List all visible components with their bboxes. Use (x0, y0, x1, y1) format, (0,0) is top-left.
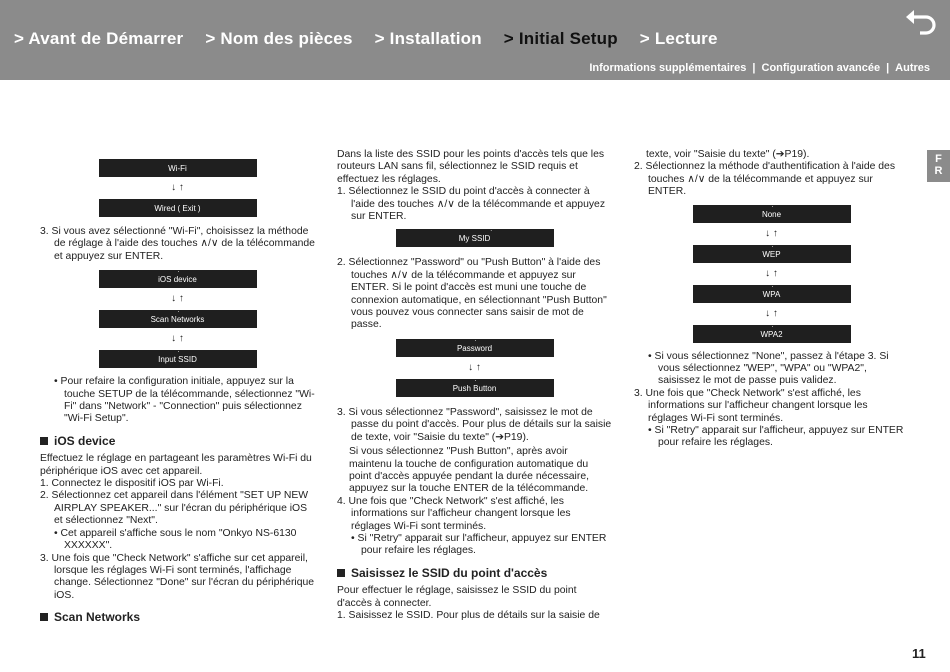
method-diagram (40, 267, 315, 368)
display-box-my-ssid: : My SSID (396, 229, 554, 247)
password-push-diagram (337, 335, 612, 397)
display-box-none: : None (693, 205, 851, 223)
column-1 (40, 155, 315, 630)
down-up-arrows-icon: ↓ ↑ (765, 307, 778, 319)
language-tab-letter-f: F (935, 153, 942, 165)
sub-nav (589, 62, 930, 74)
ios-step-1: 1. Connectez le dispositif iOS par Wi-Fi. (40, 478, 224, 490)
nav-lecture[interactable]: > Lecture (639, 29, 718, 48)
dots-icon: : (177, 347, 180, 355)
display-box-push-button: : Push Button (396, 379, 554, 397)
scan-networks-heading: Scan Networks (40, 611, 315, 623)
square-bullet-icon (40, 613, 48, 621)
display-box-wpa: : WPA (693, 285, 851, 303)
reset-bullet: • Pour refaire la configuration initiale, appuyez sur la touche SETUP de la télécommande, sélectionnez "Wi-Fi" dans "Network" - "Connection" puis sélectionnez "Wi-Fi Setup". (54, 376, 315, 425)
language-tab-fr (927, 150, 950, 182)
step-3a-text: 3. Si vous sélectionnez "Password", saisissez le mot de passe du point d'accès. Pour plus de détails sur la saisie de texte, voir "Saisie du texte" (➔P19). (337, 406, 612, 443)
ssid-section-heading: Saisissez le SSID du point d'accès (337, 567, 612, 579)
auth-diagram (634, 201, 909, 343)
down-up-arrows-icon: ↓ ↑ (171, 182, 184, 193)
display-box-scan-networks: : Scan Networks (99, 310, 257, 328)
step-4-text: 4. Une fois que "Check Network" s'est affiché, les informations sur l'afficheur changent lorsque les réglages Wi-Fi sont terminés. (337, 495, 571, 532)
auth-step-3-bullet: • Si "Retry" apparait sur l'afficheur, appuyez sur ENTER pour refaire les réglages. (648, 425, 904, 449)
auth-step-3: 3. Une fois que "Check Network" s'est affiché, les informations sur l'afficheur changent lorsque les réglages Wi-Fi sont terminés. (634, 387, 868, 424)
ios-intro: Effectuez le réglage en partageant les paramètres Wi-Fi du périphérique iOS avec cet appareil. (40, 453, 312, 477)
wifi-wired-diagram (40, 159, 315, 217)
ios-step-3: 3. Une fois que "Check Network" s'affiche sur cet appareil, lorsque les réglages Wi-Fi sont terminés, l'affichage change. Sélectionnez "Done" sur l'écran du périphérique iOS. (40, 552, 315, 601)
down-up-arrows-icon: ↓ ↑ (765, 267, 778, 279)
dots-icon: : (771, 201, 774, 209)
display-box-password: : Password (396, 339, 554, 357)
return-arrow-icon[interactable] (904, 9, 938, 37)
display-box-wep: : WEP (693, 245, 851, 263)
nav-nom-des-pieces[interactable]: > Nom des pièces (205, 29, 353, 48)
dots-icon: : (771, 321, 774, 329)
display-box-wpa2: : WPA2 (693, 325, 851, 343)
column-2 (337, 149, 612, 622)
auth-step-2: 2. Sélectionnez la méthode d'authentification à l'aide des touches ∧/∨ de la télécommande et appuyez sur ENTER. (634, 161, 896, 198)
subnav-informations[interactable]: Informations supplémentaires (589, 62, 747, 74)
column-3 (634, 149, 909, 450)
dots-icon: : (771, 281, 774, 289)
ios-step-2: 2. Sélectionnez cet appareil dans l'élément "SET UP NEW AIRPLAY SPEAKER..." sur l'écran du périphérique iOS et sélectionnez "Next". (40, 490, 309, 527)
dots-icon: : (474, 375, 477, 383)
ios-device-heading: iOS device (40, 435, 315, 447)
square-bullet-icon (40, 437, 48, 445)
dots-icon: : (474, 335, 477, 343)
down-up-arrows-icon: ↓ ↑ (171, 293, 184, 305)
nav-installation[interactable]: > Installation (374, 29, 482, 48)
step-3-text: 3. Si vous avez sélectionné "Wi-Fi", choisissez la méthode de réglage à l'aide des touches ∧/∨ de la télécommande et appuyez sur ENTER. (40, 226, 315, 262)
down-up-arrows-icon: ↓ ↑ (171, 333, 184, 345)
subnav-configuration[interactable]: Configuration avancée (761, 62, 881, 74)
ssid-diagram (337, 226, 612, 247)
page-number: 11 (912, 646, 926, 661)
dots-icon: : (771, 241, 774, 249)
display-box-input-ssid: : Input SSID (99, 350, 257, 368)
subnav-autres[interactable]: Autres (895, 62, 930, 74)
square-bullet-icon (337, 569, 345, 577)
nav-avant-de-demarrer[interactable]: > Avant de Démarrer (14, 29, 184, 48)
ios-step-2-bullet: • Cet appareil s'affiche sous le nom "Onkyo NS-6130 XXXXXX". (54, 527, 297, 552)
step-4-bullet: • Si "Retry" apparait sur l'afficheur, appuyez sur ENTER pour refaire les réglages. (351, 532, 607, 557)
auth-none-bullet: • Si vous sélectionnez "None", passez à l'étape 3. Si vous sélectionnez "WEP", "WPA" ou "WPA2", saisissez le mot de passe puis validez. (648, 350, 889, 387)
ssid-list-intro: Dans la liste des SSID pour les points d'accès tels que les routeurs LAN sans fil, sélectionnez le SSID requis et effectuez les réglages. (337, 149, 605, 185)
subnav-separator: | (752, 62, 756, 74)
display-box-ios-device: : iOS device (99, 270, 257, 288)
step-3b-text: Si vous sélectionnez "Push Button", après avoir maintenu la touche de configuration automatique du point d'accès appuyée pendant la durée nécessaire, appuyez sur la touche ENTER de la télécommande. (349, 446, 589, 495)
down-up-arrows-icon: ↓ ↑ (468, 361, 481, 373)
dots-icon: : (177, 307, 180, 315)
ssid-section-intro: Pour effectuer le réglage, saisissez le SSID du point d'accès à connecter. (337, 585, 577, 609)
display-box-wired: Wired ( Exit ) (99, 199, 257, 217)
language-tab-letter-r: R (934, 165, 943, 177)
continued-text: texte, voir "Saisie du texte" (➔P19). (646, 149, 810, 160)
step-2-text: 2. Sélectionnez "Password" ou "Push Button" à l'aide des touches ∧/∨ de la télécommande et appuyez sur ENTER. Si le point d'accès est muni une touche de connexion automatique, en sélectionnant "Push Button" vous pouvez vous connecter sans saisir de mot de passe. (337, 257, 607, 331)
subnav-separator: | (886, 62, 890, 74)
display-box-wifi: Wi-Fi (99, 159, 257, 177)
step-1-text: 1. Sélectionnez le SSID du point d'accès à connecter à l'aide des touches ∧/∨ de la télécommande et appuyez sur ENTER. (337, 186, 606, 223)
nav-initial-setup[interactable]: > Initial Setup (503, 29, 618, 48)
top-header-bar (0, 0, 950, 80)
dots-icon: : (177, 267, 180, 275)
main-nav (14, 29, 740, 49)
ssid-step-1: 1. Saisissez le SSID. Pour plus de détails sur la saisie de (337, 609, 600, 621)
down-up-arrows-icon: ↓ ↑ (765, 227, 778, 239)
dots-icon: : (490, 226, 493, 234)
